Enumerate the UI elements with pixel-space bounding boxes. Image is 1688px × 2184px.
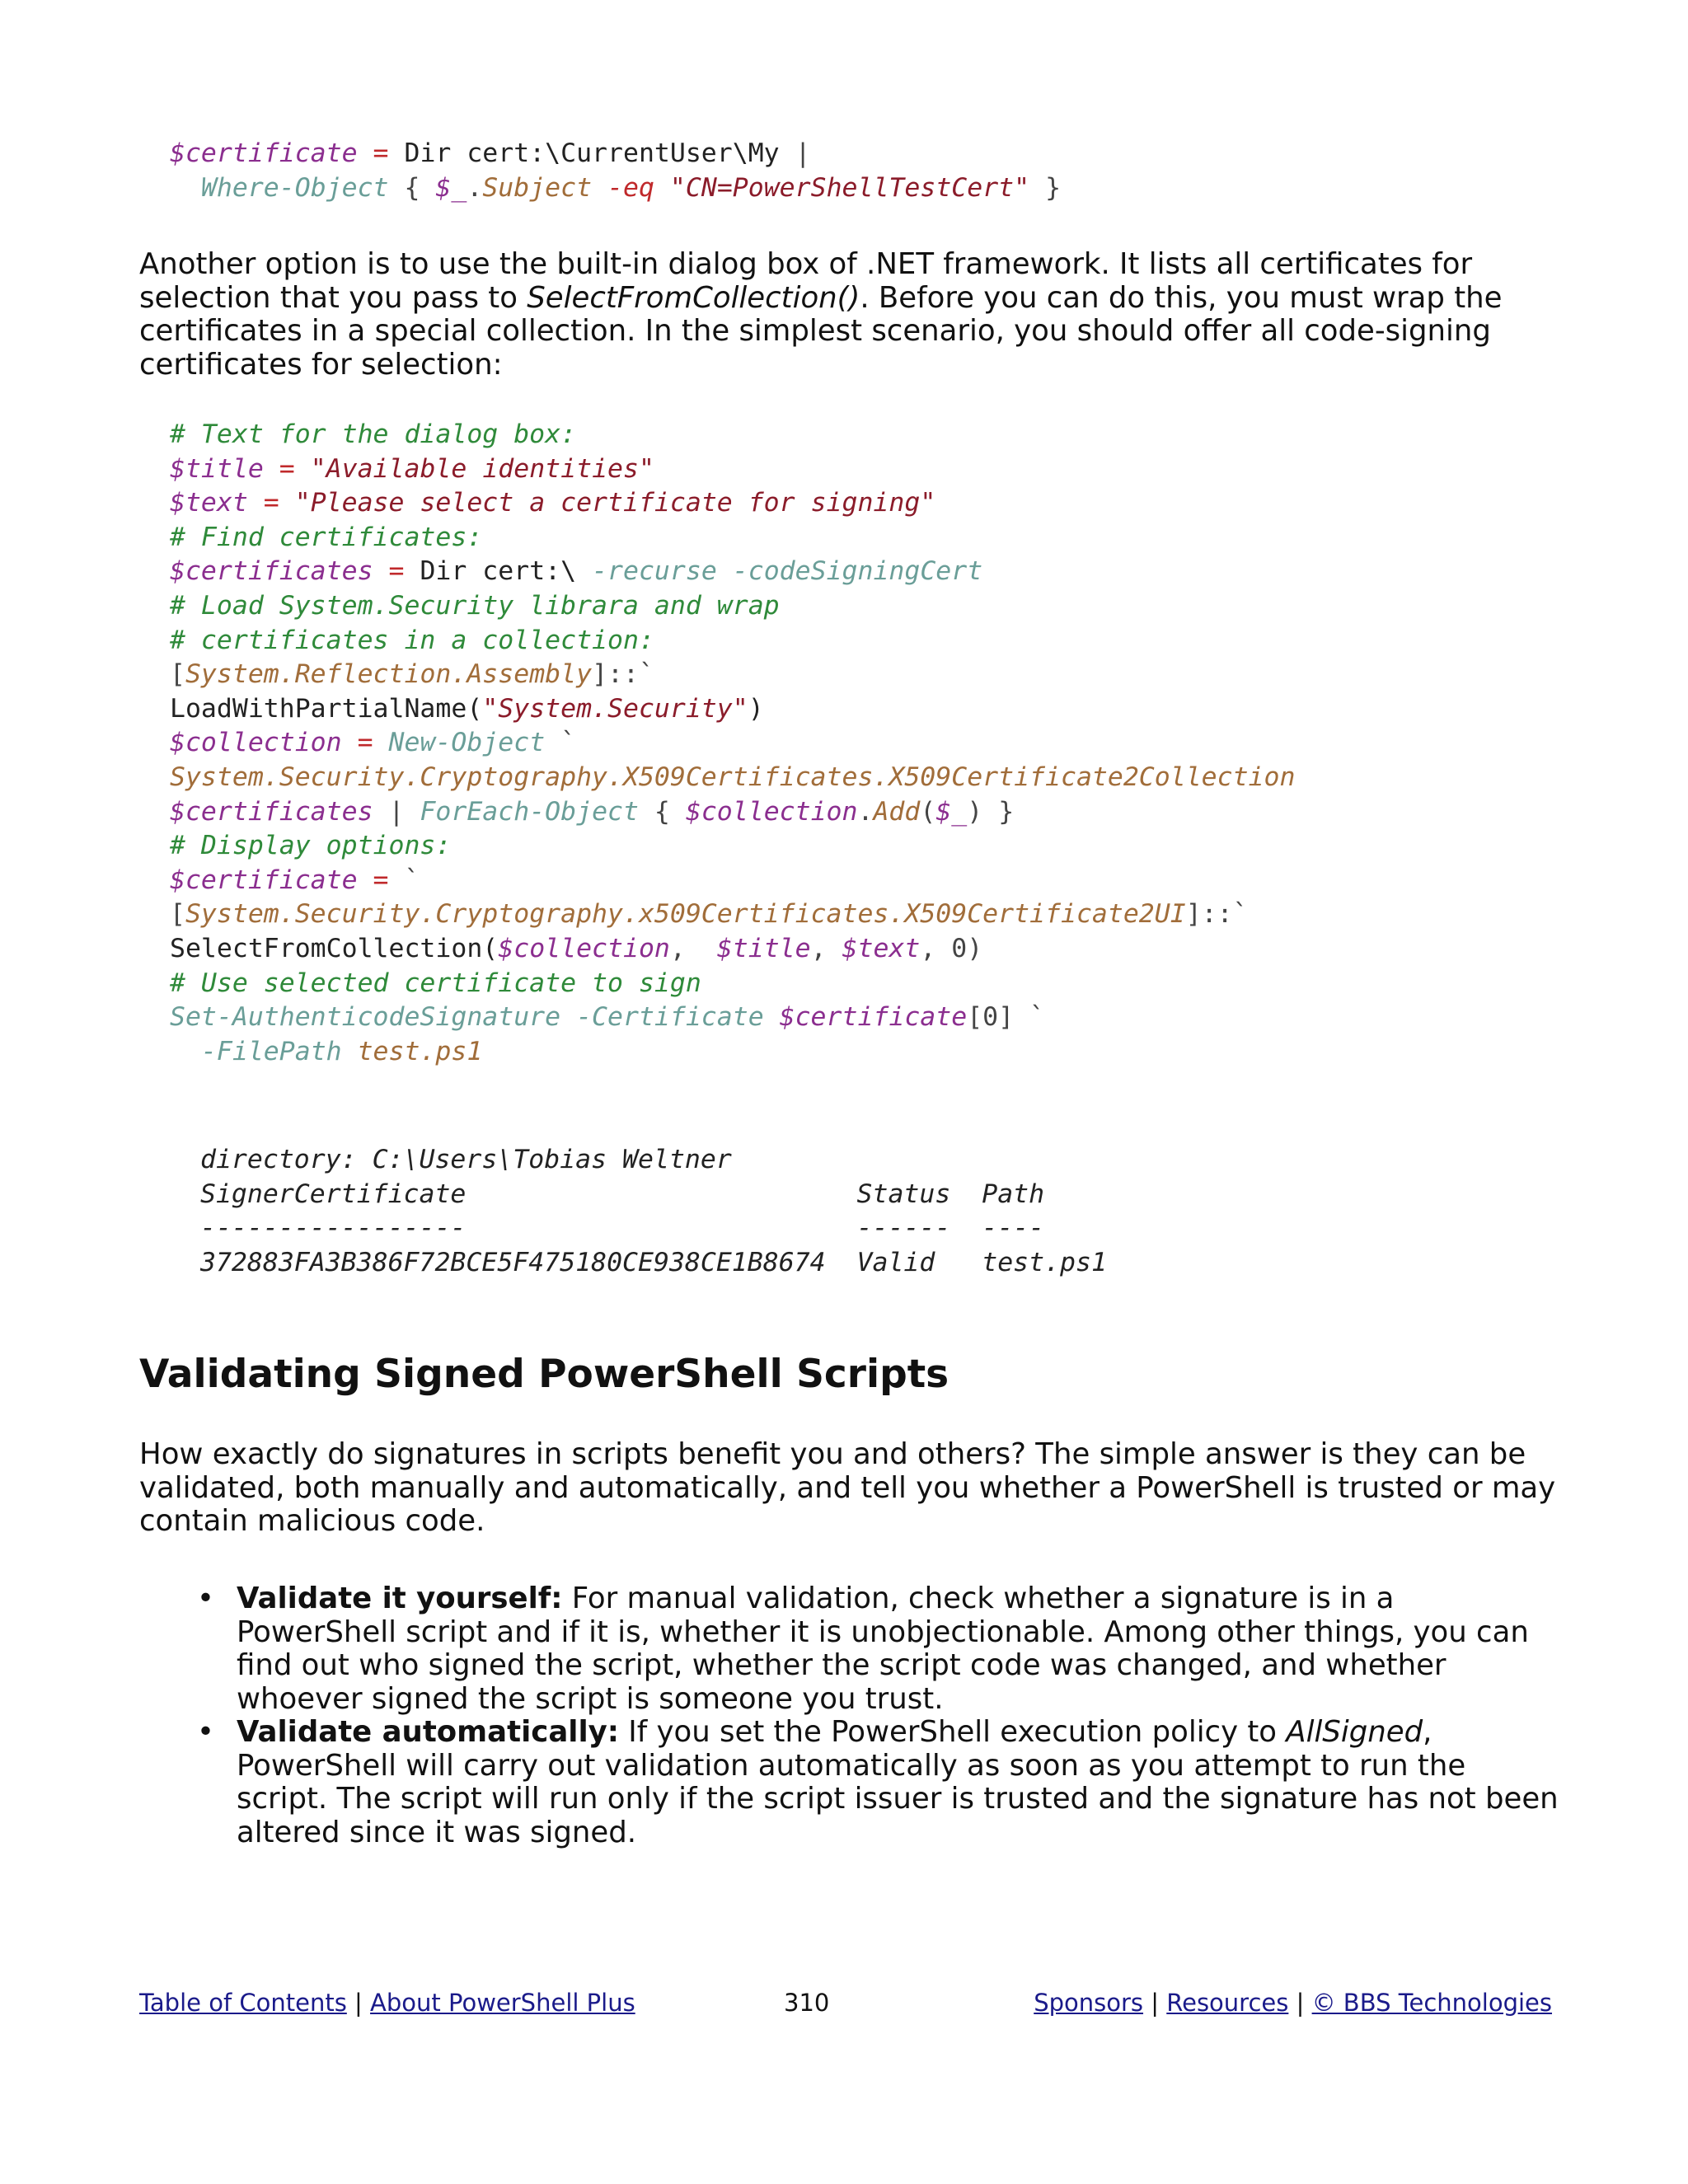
code-line	[170, 171, 1061, 206]
code-token: SelectFromCollection(	[170, 933, 499, 963]
code-token: "Available identities"	[310, 453, 654, 484]
bullet-text: , PowerShell will carry out validation automatically as soon as you attempt to run the script. The script will run only if the script issuer is trusted and the signature has not been altered since it was signed.	[237, 1715, 1559, 1849]
code-token: $certificate	[170, 865, 358, 895]
code-token: $_	[935, 796, 968, 827]
code-token: Set-AuthenticodeSignature -Certificate	[170, 1002, 780, 1033]
code-token: System.Security.Cryptography.x509Certificates.X509Certificate2UI	[185, 899, 1186, 930]
code-token	[170, 1037, 201, 1066]
code-line	[170, 555, 1295, 589]
paragraph-text: . Before you can do this, you must wrap the certificates in a special collection. In the simplest scenario, you should offer all code-signing certificates for selection:	[139, 280, 1503, 382]
code-token: =	[263, 453, 311, 484]
policy-name: AllSigned	[1286, 1715, 1423, 1749]
footer-left-links	[139, 1988, 635, 2018]
code-line	[170, 829, 1295, 864]
paragraph-signature-benefits	[139, 1438, 1557, 1539]
code-token: $text	[842, 933, 921, 963]
code-token: System.Reflection.Assembly	[185, 659, 593, 690]
code-token: # certificates in a collection:	[170, 625, 654, 655]
sponsors-link[interactable]: Sponsors	[1034, 1989, 1144, 2017]
bullet-title: Validate automatically:	[237, 1715, 619, 1749]
code-token: =	[357, 138, 405, 168]
code-line	[170, 864, 1295, 898]
code-token: ]::`	[1185, 899, 1249, 930]
code-token: =	[247, 488, 295, 518]
code-token: "System.Security"	[482, 693, 748, 724]
code-token: $certificate	[170, 138, 358, 168]
section-heading: Validating Signed PowerShell Scripts	[139, 1352, 950, 1397]
code-line	[170, 1001, 1295, 1035]
footer-separator: |	[354, 1989, 363, 2017]
code-line	[170, 624, 1295, 658]
code-line	[170, 486, 1295, 521]
code-token: |	[373, 796, 420, 827]
code-token: -eq	[592, 172, 670, 203]
bullet-text: If you set the PowerShell execution policy to	[618, 1715, 1287, 1749]
code-token: test.ps1	[357, 1036, 483, 1066]
output-line: directory: C:\Users\Tobias Weltner	[200, 1145, 732, 1174]
code-token: Add	[873, 796, 921, 827]
code-line	[170, 795, 1295, 830]
code-token: Where-Object	[200, 172, 389, 203]
paragraph-text: Another option is to use the built-in dialog box of .NET framework. It lists all certificates for selection that you pass to	[139, 247, 1473, 315]
code-line	[170, 1035, 1295, 1070]
paragraph-text: How exactly do signatures in scripts benefit you and others? The simple answer is they can be validated, both manually and automatically, and tell you whether a PowerShell is trusted or may contain malicious code.	[139, 1437, 1556, 1538]
code-line	[170, 137, 1061, 171]
bbs-technologies-link[interactable]: © BBS Technologies	[1311, 1989, 1552, 2017]
code-token: "Please select a certificate for signing"	[294, 488, 936, 518]
code-token: # Find certificates:	[170, 522, 483, 552]
code-token: .	[467, 172, 483, 203]
code-line	[170, 761, 1295, 795]
code-token: $title	[716, 933, 811, 963]
code-line	[170, 658, 1295, 692]
code-line	[170, 932, 1295, 967]
resources-link[interactable]: Resources	[1166, 1989, 1289, 2017]
code-token: =	[373, 556, 420, 587]
code-token: ) }	[967, 796, 1015, 827]
code-block-select-certificate	[170, 418, 1295, 1069]
code-line	[170, 452, 1295, 487]
method-name: SelectFromCollection()	[527, 280, 860, 315]
code-token	[170, 173, 201, 203]
code-token: Subject	[482, 172, 593, 203]
code-token: , 0)	[920, 933, 983, 963]
code-token: New-Object	[388, 728, 546, 758]
code-token: {	[638, 796, 686, 827]
code-line	[170, 692, 1295, 727]
code-token: [	[170, 659, 185, 690]
footer-separator: |	[1296, 1989, 1305, 2017]
bullet-marker: •	[197, 1582, 214, 1615]
code-token: {	[388, 172, 436, 203]
output-line: SignerCertificate Status Path	[200, 1179, 1045, 1209]
bullet-text: For manual validation, check whether a signature is in a PowerShell script and if it is, whether it is unobjectionable. Among other things, you can find out who signed the script, whether the script code was changed, and whether whoever signed the script is someone you trust.	[237, 1582, 1529, 1716]
bullet-item-validate-automatically	[197, 1715, 1559, 1849]
code-token: ,	[669, 933, 717, 963]
code-line	[170, 418, 1295, 452]
code-token: $_	[435, 172, 467, 203]
code-token: $collection	[498, 933, 670, 963]
code-token: =	[341, 728, 389, 758]
code-block-certificate-filter	[170, 137, 1061, 205]
code-token: Dir cert:\	[420, 556, 593, 587]
footer-right-links	[1034, 1988, 1552, 2018]
code-token: $certificate	[779, 1002, 968, 1033]
code-token: Dir cert:\CurrentUser\My	[404, 138, 795, 168]
code-token: $text	[170, 488, 248, 518]
code-token: (	[920, 796, 936, 827]
code-token: )	[748, 693, 764, 724]
footer-separator: |	[1151, 1989, 1160, 2017]
code-block-signature-output	[200, 1143, 1107, 1280]
validation-bullet-list	[197, 1582, 1559, 1849]
code-token: # Use selected certificate to sign	[170, 968, 701, 998]
output-line: 372883FA3B386F72BCE5F475180CE938CE1B8674 Valid test.ps1	[200, 1247, 1107, 1277]
code-token: |	[795, 138, 811, 168]
code-token: # Load System.Security librara and wrap	[170, 590, 780, 621]
about-powershell-plus-link[interactable]: About PowerShell Plus	[370, 1989, 635, 2017]
code-token: ForEach-Object	[420, 796, 639, 827]
code-token: LoadWithPartialName(	[170, 693, 483, 724]
code-token: `	[545, 728, 577, 758]
code-line	[170, 589, 1295, 624]
bullet-marker: •	[197, 1715, 214, 1749]
code-token: =	[357, 865, 405, 895]
code-token: `	[404, 865, 420, 895]
code-token: ]::`	[592, 659, 654, 690]
code-token: # Text for the dialog box:	[170, 419, 577, 449]
code-token: [	[170, 899, 185, 930]
bullet-item-validate-yourself	[197, 1582, 1559, 1716]
code-token: $collection	[170, 728, 342, 758]
code-line	[170, 967, 1295, 1001]
code-token: .	[857, 796, 874, 827]
paragraph-dialog-option	[139, 248, 1557, 382]
code-token: # Display options:	[170, 831, 452, 861]
code-line	[170, 521, 1295, 555]
code-token: $certificates	[170, 556, 373, 587]
code-token: ,	[810, 933, 842, 963]
code-line	[170, 726, 1295, 761]
code-token: $certificates	[170, 796, 373, 827]
code-line	[170, 898, 1295, 932]
code-token: $title	[170, 453, 264, 484]
table-of-contents-link[interactable]: Table of Contents	[139, 1989, 347, 2017]
code-token: [0] `	[967, 1002, 1046, 1033]
output-line: ----------------- ------ ----	[200, 1213, 1045, 1244]
bullet-title: Validate it yourself:	[237, 1582, 563, 1615]
code-token: System.Security.Cryptography.X509Certificates.X509Certificate2Collection	[170, 762, 1296, 792]
code-token: "CN=PowerShellTestCert"	[669, 172, 1030, 203]
code-token: -recurse -codeSigningCert	[592, 556, 983, 587]
page-number: 310	[784, 1989, 830, 2017]
code-token: -FilePath	[200, 1036, 358, 1066]
code-token: }	[1029, 172, 1062, 203]
code-token: $collection	[685, 796, 858, 827]
